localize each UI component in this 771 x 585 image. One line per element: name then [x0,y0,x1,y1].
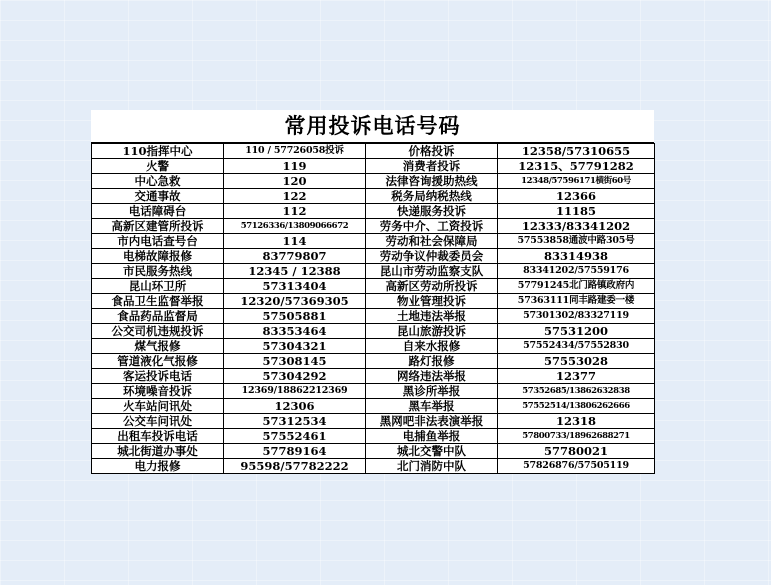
service-name-left: 电力报修 [92,459,224,474]
phone-number-left: 12320/57369305 [224,294,366,309]
phone-table [91,143,655,474]
service-name-right: 昆山旅游投诉 [366,324,498,339]
service-name-right: 税务局纳税热线 [366,189,498,204]
service-name-right: 消费者投诉 [366,159,498,174]
phone-number-right: 57791245北门路镇政府内 [498,279,655,294]
table-row [92,339,655,354]
phone-number-right: 57531200 [498,324,655,339]
service-name-left: 城北街道办事处 [92,444,224,459]
phone-number-left: 120 [224,174,366,189]
phone-number-left: 57308145 [224,354,366,369]
table-row [92,354,655,369]
service-name-right: 城北交警中队 [366,444,498,459]
phone-number-right: 83341202/57559176 [498,264,655,279]
service-name-left: 公交司机违规投诉 [92,324,224,339]
table-row [92,399,655,414]
service-name-right: 快递服务投诉 [366,204,498,219]
service-name-right: 路灯报修 [366,354,498,369]
phone-number-right: 11185 [498,204,655,219]
phone-number-left: 114 [224,234,366,249]
service-name-left: 昆山环卫所 [92,279,224,294]
phone-number-right: 57352685/13862632838 [498,384,655,399]
service-name-left: 中心急救 [92,174,224,189]
sheet-title: 常用投诉电话号码 [91,110,654,143]
phone-number-left: 83353464 [224,324,366,339]
table-row [92,414,655,429]
phone-number-left: 57789164 [224,444,366,459]
service-name-left: 火车站问讯处 [92,399,224,414]
service-name-left: 市内电话查号台 [92,234,224,249]
table-row [92,204,655,219]
phone-number-right: 57553028 [498,354,655,369]
service-name-right: 昆山市劳动监察支队 [366,264,498,279]
phone-number-left: 12369/18862212369 [224,384,366,399]
phone-number-right: 57553858通波中路305号 [498,234,655,249]
service-name-right: 物业管理投诉 [366,294,498,309]
phone-number-left: 57304292 [224,369,366,384]
phone-number-left: 57313404 [224,279,366,294]
service-name-left: 高新区建管所投诉 [92,219,224,234]
phone-number-left: 57126336/13809066672 [224,219,366,234]
phone-number-left: 112 [224,204,366,219]
table-row [92,384,655,399]
phone-number-right: 57552514/13806262666 [498,399,655,414]
service-name-right: 劳动和社会保障局 [366,234,498,249]
service-name-right: 黑诊所举报 [366,384,498,399]
table-row [92,324,655,339]
table-row [92,369,655,384]
service-name-right: 法律咨询援助热线 [366,174,498,189]
service-name-right: 网络违法举报 [366,369,498,384]
table-row [92,444,655,459]
service-name-left: 出租车投诉电话 [92,429,224,444]
phone-number-right: 57363111同丰路建委一楼 [498,294,655,309]
service-name-left: 客运投诉电话 [92,369,224,384]
service-name-right: 黑车举报 [366,399,498,414]
table-row [92,279,655,294]
phone-directory-sheet [91,110,654,474]
table-row [92,219,655,234]
service-name-left: 110指挥中心 [92,144,224,159]
phone-number-left: 57505881 [224,309,366,324]
service-name-left: 环境噪音投诉 [92,384,224,399]
phone-number-right: 12366 [498,189,655,204]
service-name-right: 电捕鱼举报 [366,429,498,444]
phone-number-right: 12315、57791282 [498,159,655,174]
phone-number-left: 122 [224,189,366,204]
service-name-left: 公交车问讯处 [92,414,224,429]
phone-number-right: 57800733/18962688271 [498,429,655,444]
phone-number-left: 110 / 57726058投诉 [224,144,366,159]
service-name-left: 食品药品监督局 [92,309,224,324]
table-row [92,294,655,309]
service-name-right: 劳务中介、工资投诉 [366,219,498,234]
table-row [92,249,655,264]
service-name-left: 食品卫生监督举报 [92,294,224,309]
phone-number-left: 119 [224,159,366,174]
service-name-left: 交通事故 [92,189,224,204]
table-row [92,159,655,174]
service-name-right: 劳动争议仲裁委员会 [366,249,498,264]
phone-number-left: 12306 [224,399,366,414]
phone-number-left: 57552461 [224,429,366,444]
table-row [92,429,655,444]
table-row [92,144,655,159]
service-name-left: 煤气报修 [92,339,224,354]
phone-number-right: 12358/57310655 [498,144,655,159]
table-row [92,309,655,324]
table-row [92,189,655,204]
service-name-right: 高新区劳动所投诉 [366,279,498,294]
service-name-left: 电梯故障报修 [92,249,224,264]
table-row [92,459,655,474]
phone-number-right: 12348/57596171横街60号 [498,174,655,189]
service-name-left: 市民服务热线 [92,264,224,279]
table-row [92,234,655,249]
table-row [92,264,655,279]
phone-number-right: 12377 [498,369,655,384]
phone-number-left: 57304321 [224,339,366,354]
service-name-right: 自来水报修 [366,339,498,354]
phone-number-left: 83779807 [224,249,366,264]
phone-number-right: 12318 [498,414,655,429]
service-name-right: 北门消防中队 [366,459,498,474]
phone-number-right: 83314938 [498,249,655,264]
table-row [92,174,655,189]
phone-number-left: 95598/57782222 [224,459,366,474]
phone-number-right: 57780021 [498,444,655,459]
service-name-right: 价格投诉 [366,144,498,159]
service-name-left: 火警 [92,159,224,174]
phone-number-right: 57552434/57552830 [498,339,655,354]
phone-number-left: 12345 / 12388 [224,264,366,279]
service-name-left: 电话障碍台 [92,204,224,219]
phone-number-right: 57826876/57505119 [498,459,655,474]
service-name-left: 管道液化气报修 [92,354,224,369]
service-name-right: 土地违法举报 [366,309,498,324]
phone-number-right: 12333/83341202 [498,219,655,234]
service-name-right: 黑网吧非法表演举报 [366,414,498,429]
phone-number-right: 57301302/83327119 [498,309,655,324]
phone-number-left: 57312534 [224,414,366,429]
